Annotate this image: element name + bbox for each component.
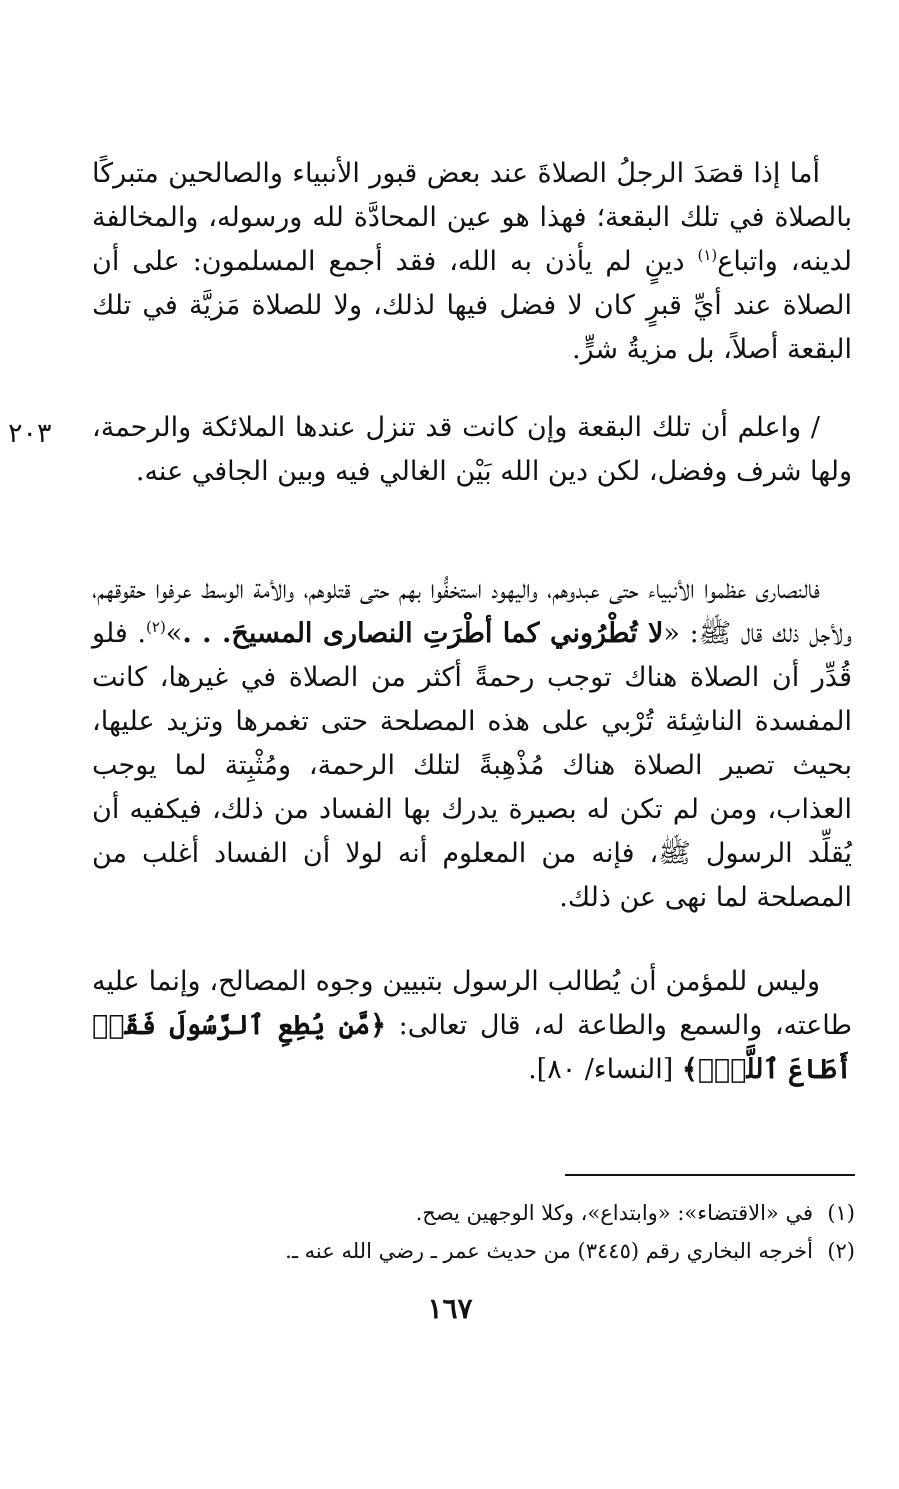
footnote-divider	[565, 1174, 855, 1176]
footnote-1-text: في «الاقتضاء»: «وابتداع»، وكلا الوجهين يصح.	[415, 1201, 813, 1225]
page-number: ١٦٧	[427, 1292, 473, 1325]
paragraph-4	[92, 960, 852, 1092]
verse-citation: [النساء/ ٨٠].	[528, 1054, 682, 1085]
quran-verse: ﴿مَّن يُطِعِ ٱلرَّسُولَ فَقَدۡ أَطَاعَ ٱللَّهَۖ﴾	[92, 1010, 852, 1085]
paragraph-1-text-rest: دينٍ لم يأذن به الله، فقد أجمع المسلمون: على أن الصلاة عند أيِّ قبرٍ كان لا فضل فيها لذلك، ولا للصلاة مَزيَّة في تلك البقعة أصلاً، بل مزيةُ شرٍّ.	[92, 246, 852, 365]
footnote-1	[92, 1194, 855, 1232]
footnote-1-number: (١)	[827, 1201, 855, 1225]
paragraph-3-text-a: فالنصارى عظموا الأنبياء حتى عبدوهم، واليهود استخفُّوا بهم حتى قتلوهم، والأمة الوسط عرفوا حقوقهم، ولأجل ذلك قال ﷺ: «	[92, 574, 852, 649]
hadith-quote: لا تُطْرُوني كما أطْرَتِ النصارى المسيحَ. . .	[182, 618, 664, 649]
paragraph-1	[92, 152, 852, 372]
paragraph-3-quote-close: »	[165, 618, 183, 649]
paragraph-2-text: / واعلم أن تلك البقعة وإن كانت قد تنزل عندها الملائكة والرحمة، ولها شرف وفضل، لكن دين الله بَيْن الغالي فيه وبين الجافي عنه.	[92, 412, 852, 487]
footnote-2-number: (٢)	[827, 1239, 855, 1263]
footnote-ref-2: (٢)	[146, 618, 166, 636]
paragraph-3	[92, 568, 852, 920]
margin-page-number: ٢٠٣	[8, 418, 52, 449]
paragraph-1-text: أما إذا قصَدَ الرجلُ الصلاةَ عند بعض قبور الأنبياء والصالحين متبركًا بالصلاة في تلك البقعة؛ فهذا هو عين المحادَّة لله ورسوله، والمخالفة لدينه، واتباع	[92, 158, 852, 277]
paragraph-4-text: وليس للمؤمن أن يُطالب الرسول بتبيين وجوه المصالح، وإنما عليه طاعته، والسمع والطاعة له، قال تعالى:	[92, 966, 853, 1041]
paragraph-3-text-c: . فلو قُدِّر أن الصلاة هناك توجب رحمةً أكثر من الصلاة في غيرها، كانت المفسدة الناشِئة تُرْبي على هذه المصلحة حتى تغمرها وتزيد عليها، بحيث تصير الصلاة هناك مُذْهِبةً لتلك الرحمة، ومُثْبِتة لما يوجب العذاب، ومن لم تكن له بصيرة يدرك بها الفساد من ذلك، فيكفيه أن يُقلِّد الرسول ﷺ، فإنه من المعلوم أنه لولا أن الفساد أغلب من المصلحة لما نهى عن ذلك.	[92, 618, 852, 913]
footnote-2-text: أخرجه البخاري رقم (٣٤٤٥) من حديث عمر ـ رضي الله عنه ـ.	[285, 1239, 813, 1263]
paragraph-2	[92, 406, 852, 494]
footnote-ref-1: (١)	[697, 246, 718, 264]
footnote-2	[92, 1232, 855, 1270]
footnotes	[92, 1194, 855, 1270]
